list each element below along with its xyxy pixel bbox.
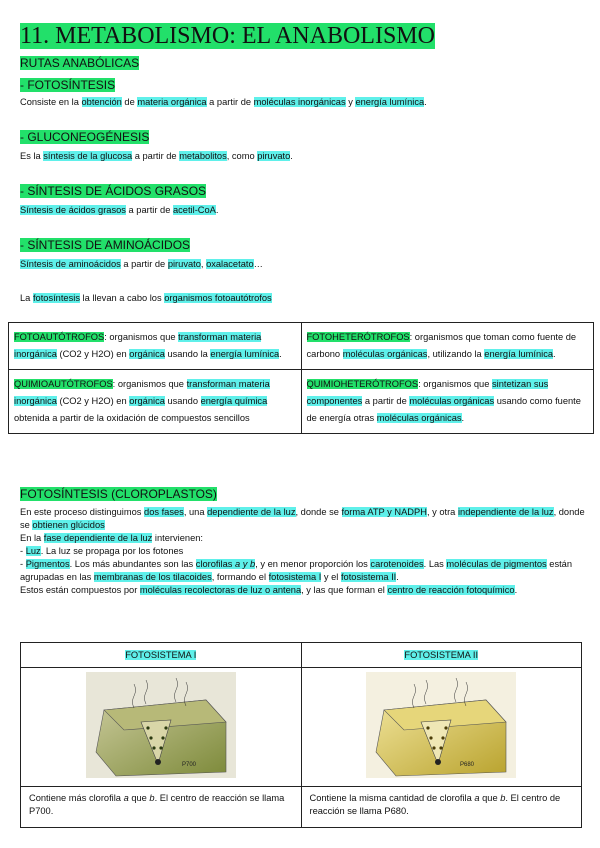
fotosistema-2-header: FOTOSISTEMA II	[301, 643, 582, 668]
paragraph-pigmentos: - Pigmentos. Los más abundantes son las clorofilas a y b, y en menor proporción los carotenoides. Las moléculas de pigmentos están agrupadas en las membranas de los tilacoides, formando el fotosistema I y el fotosistema II.	[20, 559, 573, 582]
fotoautotrofos-text: La fotosíntesis la llevan a cabo los organismos fotoautótrofos	[20, 293, 272, 303]
fotosintesis-text: Consiste en la obtención de materia orgánica a partir de moléculas inorgánicas y energía lumínica.	[20, 97, 427, 107]
p680-label: P680	[460, 762, 475, 768]
fotosistemas-table	[20, 642, 582, 828]
fotosistema-2-caption: Contiene la misma cantidad de clorofila a que b. El centro de reacción se llama P680.	[301, 787, 582, 828]
fotosistema-1-image-cell	[21, 668, 302, 787]
cloroplastos-text	[20, 506, 585, 597]
section-rutas: RUTAS ANABÓLICAS	[20, 56, 140, 70]
fotosistema-1-header: FOTOSISTEMA I	[21, 643, 302, 668]
paragraph-antena: Estos están compuestos por moléculas recolectoras de luz o antena, y las que forman el centro de reacción fotoquímico.	[20, 585, 518, 595]
cell-fotoheterotrofos: FOTOHETERÓTROFOS: organismos que toman como fuente de carbono moléculas orgánicas, utilizando la energía lumínica.	[301, 323, 594, 370]
heading-acidos-grasos: - SÍNTESIS DE ÁCIDOS GRASOS	[20, 184, 207, 198]
fotosistema-2-image-cell	[301, 668, 582, 787]
heading-fotosintesis: - FOTOSÍNTESIS	[20, 78, 116, 92]
paragraph-intervienen: En la fase dependiente de la luz intervienen:	[20, 533, 203, 543]
gluconeogenesis-text: Es la síntesis de la glucosa a partir de metabolitos, como piruvato.	[20, 151, 293, 161]
heading-gluconeogenesis: - GLUCONEOGÉNESIS	[20, 130, 150, 144]
heading-cloroplastos: FOTOSÍNTESIS (CLOROPLASTOS)	[20, 487, 217, 501]
paragraph-luz: - Luz. La luz se propaga por los fotones	[20, 546, 184, 556]
fotosistema-1-caption: Contiene más clorofila a que b. El centro de reacción se llama P700.	[21, 787, 302, 828]
cell-quimioheterotrofos: QUIMIOHETERÓTROFOS: organismos que sintetizan sus componentes a partir de moléculas orgánicas usando como fuente de energía otras moléculas orgánicas.	[301, 370, 594, 434]
fotosistema-1-illustration	[86, 672, 236, 778]
organisms-table	[8, 322, 594, 434]
acidos-grasos-text: Síntesis de ácidos grasos a partir de acetil-CoA.	[20, 205, 219, 215]
cell-fotoautotrofos: FOTOAUTÓTROFOS: organismos que transforman materia inorgánica (CO2 y H2O) en orgánica usando la energía lumínica.	[9, 323, 302, 370]
aminoacidos-text: Síntesis de aminoácidos a partir de piruvato, oxalacetato…	[20, 259, 263, 269]
cell-quimioautotrofos: QUIMIOAUTÓTROFOS: organismos que transforman materia inorgánica (CO2 y H2O) en orgánica usando energía química obtenida a partir de la oxidación de compuestos sencillos	[9, 370, 302, 434]
p700-label: P700	[181, 762, 196, 768]
page-title: 11. METABOLISMO: EL ANABOLISMO	[20, 23, 435, 49]
fotosistema-2-illustration	[366, 672, 516, 778]
heading-aminoacidos: - SÍNTESIS DE AMINOÁCIDOS	[20, 238, 191, 252]
paragraph-fases: En este proceso distinguimos dos fases, una dependiente de la luz, donde se forma ATP y NADPH, y otra independiente de la luz, donde se obtienen glúcidos	[20, 507, 585, 530]
